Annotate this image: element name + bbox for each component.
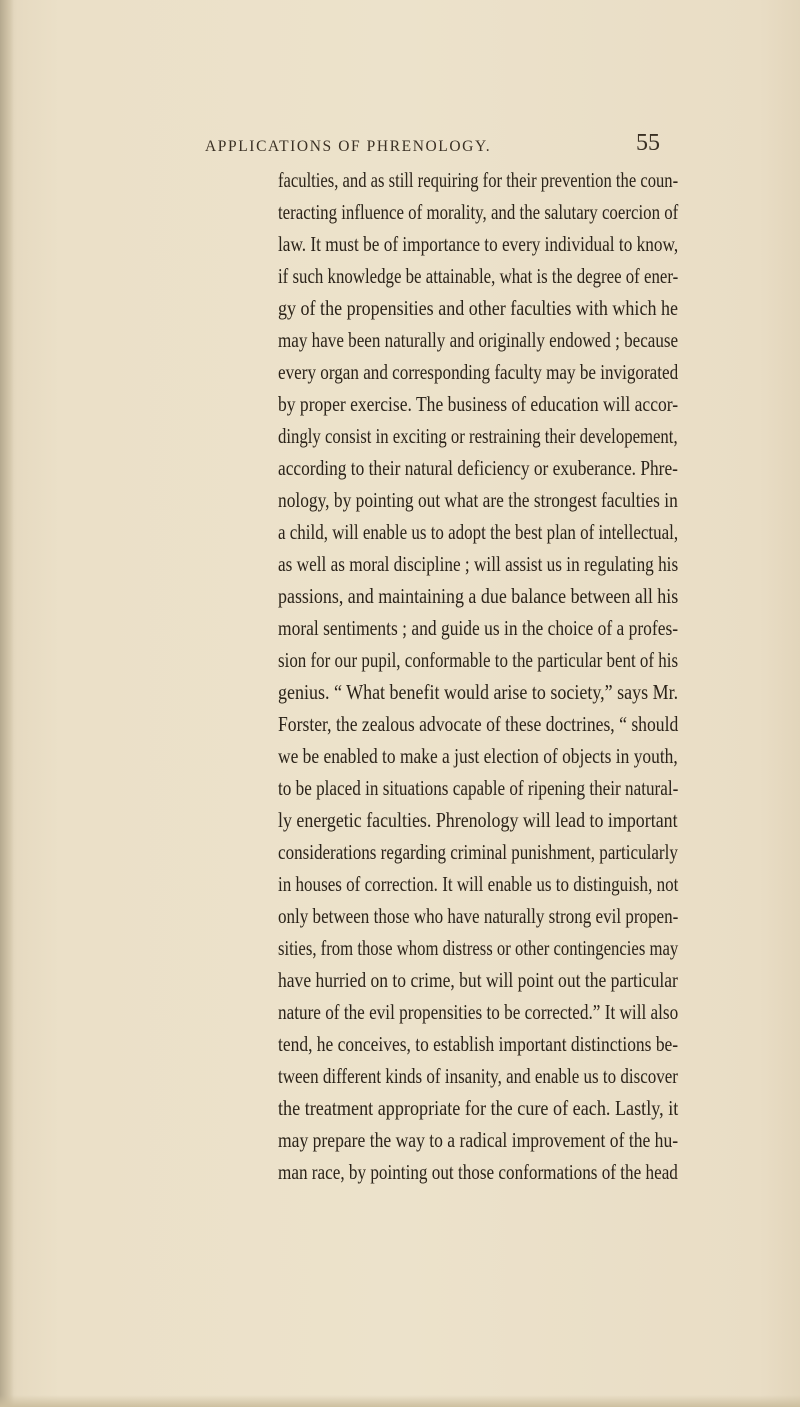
text-line: have hurried on to crime, but will point out the particular	[278, 968, 678, 992]
text-line: man race, by pointing out those conformations of the head	[278, 1160, 678, 1184]
text-line: in houses of correction. It will enable us to distinguish, not	[278, 872, 679, 896]
text-line: a child, will enable us to adopt the best plan of intellectual,	[278, 520, 679, 544]
text-line: dingly consist in exciting or restraining their developement,	[278, 424, 678, 448]
text-line: the treatment appropriate for the cure of each. Lastly, it	[278, 1096, 679, 1120]
text-line: considerations regarding criminal punishment, particularly	[278, 840, 678, 864]
text-line: genius. “ What benefit would arise to society,” says Mr.	[278, 680, 679, 704]
text-line: only between those who have naturally strong evil propen-	[278, 904, 679, 928]
text-line: gy of the propensities and other faculties with which he	[278, 296, 678, 320]
text-line: we be enabled to make a just election of objects in youth,	[278, 744, 678, 768]
text-line: passions, and maintaining a due balance between all his	[278, 584, 679, 608]
text-line: moral sentiments ; and guide us in the choice of a profes-	[278, 616, 679, 640]
text-line: tween different kinds of insanity, and enable us to discover	[278, 1064, 678, 1088]
text-line: to be placed in situations capable of ripening their natural-	[278, 776, 679, 800]
text-line: ly energetic faculties. Phrenology will lead to important	[278, 808, 678, 832]
text-line: tend, he conceives, to establish important distinctions be-	[278, 1032, 679, 1056]
page-number: 55	[636, 130, 660, 156]
running-head: APPLICATIONS OF PHRENOLOGY.	[205, 138, 492, 155]
text-line: teracting influence of morality, and the salutary coercion of	[278, 200, 679, 224]
text-line: as well as moral discipline ; will assist us in regulating his	[278, 552, 679, 576]
text-line: according to their natural deficiency or exuberance. Phre-	[278, 456, 678, 480]
text-line: if such knowledge be attainable, what is the degree of ener-	[278, 264, 679, 288]
spine-shadow	[0, 0, 14, 1407]
text-line: by proper exercise. The business of education will accor-	[278, 392, 679, 416]
text-line: nature of the evil propensities to be corrected.” It will also	[278, 1000, 679, 1024]
text-line: sion for our pupil, conformable to the particular bent of his	[278, 648, 679, 672]
text-line: Forster, the zealous advocate of these doctrines, “ should	[278, 712, 679, 736]
text-line: may prepare the way to a radical improvement of the hu-	[278, 1128, 679, 1152]
text-line: may have been naturally and originally endowed ; because	[278, 328, 679, 352]
text-line: law. It must be of importance to every individual to know,	[278, 232, 679, 256]
text-line: faculties, and as still requiring for their prevention the coun-	[278, 168, 679, 192]
text-line: sities, from those whom distress or other contingencies may	[278, 936, 679, 960]
text-line: nology, by pointing out what are the strongest faculties in	[278, 488, 678, 512]
text-line: every organ and corresponding faculty may be invigorated	[278, 360, 679, 384]
page-edge-shadow	[0, 1395, 800, 1407]
